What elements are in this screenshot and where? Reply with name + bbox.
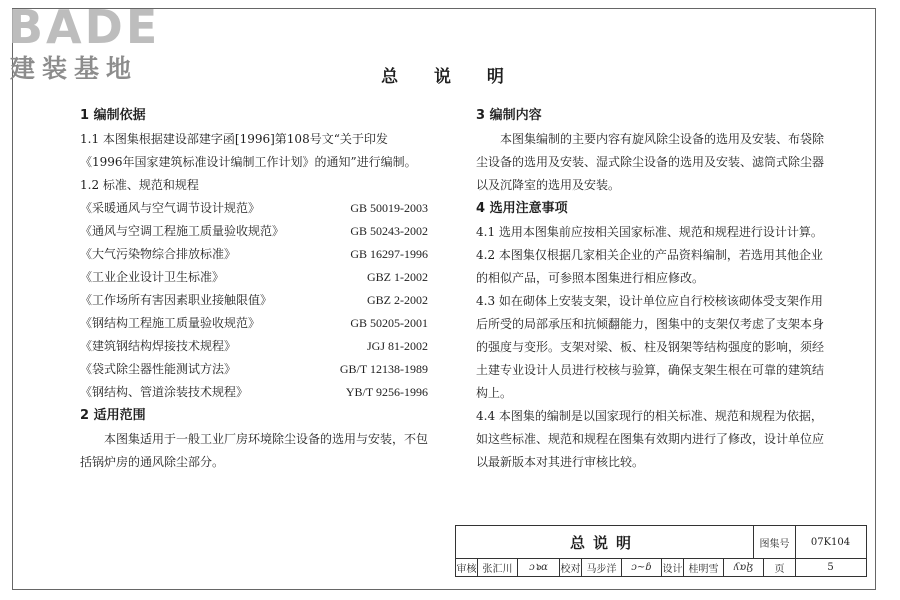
standard-row [80,243,428,266]
standard-code: GBZ 2-2002 [367,293,428,307]
logo-subtitle: 建装基地 [10,54,139,83]
section-heading-scope: 2 适用范围 [80,408,146,423]
section-heading-notes: 4 选用注意事项 [476,201,568,216]
section-heading-content: 3 编制内容 [476,108,542,123]
standard-name: 《大气污染物综合排放标准》 [80,247,237,261]
standard-row [80,358,428,381]
check-name: 马步洋 [582,558,622,576]
standard-name: 《建筑钢结构焊接技术规程》 [80,339,237,353]
standard-code: GBZ 1-2002 [367,270,428,284]
basis-paragraph-2: 1.2 标准、规范和规程 [80,178,199,192]
check-signature: ɔ~ɓ [622,558,662,576]
title-block-top-row [456,526,866,559]
standard-name: 《钢结构工程施工质量验收规范》 [80,316,261,330]
notes-paragraph-2: 4.2 本图集仅根据几家相关企业的产品资料编制，若选用其他企业的相似产品，可参照本图集进行相应修改。 [476,248,823,285]
content-paragraph: 本图集编制的主要内容有旋风除尘设备的选用及安装、布袋除尘设备的选用及安装、湿式除尘设备的选用及安装、滤筒式除尘器以及沉降室的选用及安装。 [476,132,825,192]
check-label: 校对 [560,558,582,576]
standard-code: YB/T 9256-1996 [345,385,428,399]
watermark-logo [4,2,194,88]
title-block [455,525,867,577]
standard-code: GB 50205-2001 [350,316,428,330]
design-signature: ʎɒɮ [724,558,764,576]
title-block-signature-row [456,558,866,576]
basis-paragraph-1: 1.1 本图集根据建设部建字函[1996]第108号文“关于印发《1996年国家建筑标准设计编制工作计划》的通知”进行编制。 [80,132,417,169]
notes-paragraph-4: 4.4 本图集的编制是以国家现行的相关标准、规范和规程为依据，如这些标准、规范和规程在图集有效期内进行了修改，设计单位应以最新版本对其进行审核比较。 [476,409,825,469]
logo-wordmark: BADE [8,0,161,54]
standard-name: 《工业企业设计卫生标准》 [80,270,225,284]
section-heading-basis: 1 编制依据 [80,108,146,123]
standard-name: 《通风与空调工程施工质量验收规范》 [80,224,285,238]
page-number: 5 [827,561,834,573]
standard-name: 《采暖通风与空气调节设计规范》 [80,201,261,215]
title-block-title-cell [456,526,754,558]
notes-paragraph-1: 4.1 选用本图集前应按相关国家标准、规范和规程进行设计计算。 [476,225,823,239]
review-name: 张汇川 [478,558,518,576]
left-column [80,104,428,474]
standard-row [80,335,428,358]
notes-paragraph-3: 4.3 如在砌体上安装支架，设计单位应自行校核该砌体受支架作用后所受的局部承压和抗倾翻能力，图集中的支架仅考虑了支架本身的强度与变形。支架对梁、板、柱及钢架等结构强度的影响，须经土建专业设计人员进行校核与验算，确保支架生根在可靠的建筑结构上。 [476,294,825,400]
review-label: 审核 [456,558,478,576]
standard-row [80,312,428,335]
standard-row [80,266,428,289]
standard-row [80,381,428,404]
atlas-number: 07K104 [810,536,851,548]
page-title: 总 说 明 [381,67,519,87]
standard-row [80,197,428,220]
design-label: 设计 [662,558,684,576]
standards-list [80,197,428,404]
standard-row [80,289,428,312]
standard-code: GB 50243-2002 [350,224,428,238]
title-block-title: 总说明 [569,533,639,552]
standard-code: GB 50019-2003 [350,201,428,215]
right-column [476,104,828,474]
design-name: 桂明雪 [684,558,724,576]
standard-name: 《钢结构、管道涂装技术规程》 [80,385,249,399]
standard-code: GB 16297-1996 [350,247,428,261]
atlas-number-label: 图集号 [754,526,796,558]
standard-name: 《工作场所有害因素职业接触限值》 [80,293,273,307]
standard-row [80,220,428,243]
scope-paragraph: 本图集适用于一般工业厂房环境除尘设备的选用与安装，不包括锅炉房的通风除尘部分。 [80,432,429,469]
review-signature: ɔ๖ɑ [518,558,560,576]
standard-name: 《袋式除尘器性能测试方法》 [80,362,237,376]
standard-code: JGJ 81-2002 [366,339,428,353]
standard-code: GB/T 12138-1989 [339,362,428,376]
page-label: 页 [764,558,796,576]
